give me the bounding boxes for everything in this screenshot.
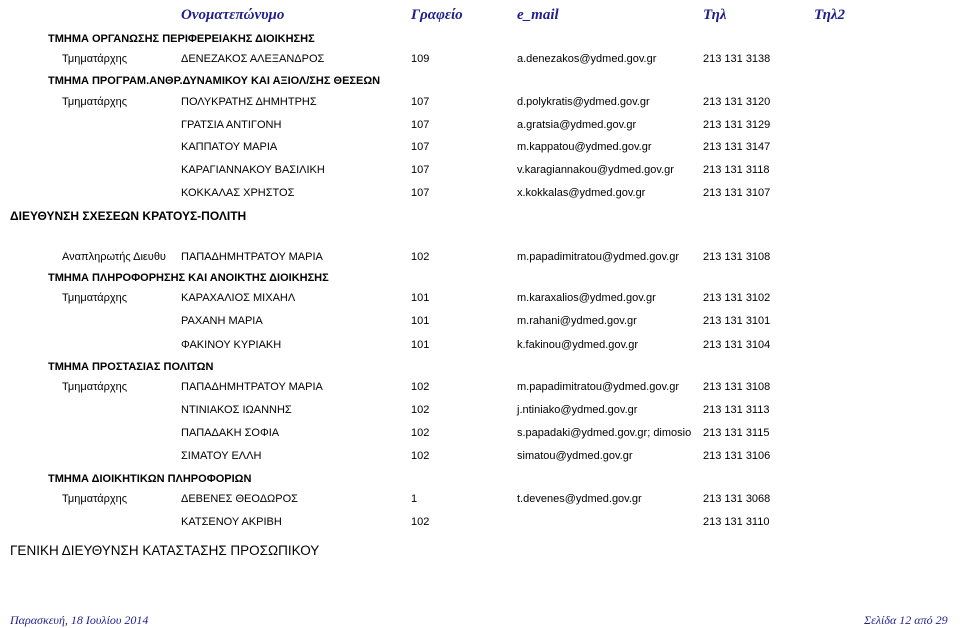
name-cell: ΚΑΠΠΑΤΟΥ ΜΑΡΙΑ <box>181 141 278 153</box>
office-cell: 102 <box>411 404 430 416</box>
name-cell: ΔΕΝΕΖΑΚΟΣ ΑΛΕΞΑΝΔΡΟΣ <box>181 53 325 65</box>
tel-cell: 213 131 3101 <box>703 315 771 327</box>
email-cell: m.karaxalios@ydmed.gov.gr <box>517 292 656 304</box>
email-cell: m.rahani@ydmed.gov.gr <box>517 315 637 327</box>
tel-cell: 213 131 3110 <box>703 516 770 528</box>
tel-cell: 213 131 3104 <box>703 339 771 351</box>
heading-text: ΓΕΝΙΚΗ ΔΙΕΥΘΥΝΣΗ ΚΑΤΑΣΤΑΣΗΣ ΠΡΟΣΩΠΙΚΟΥ <box>10 543 320 558</box>
email-cell: t.devenes@ydmed.gov.gr <box>517 493 642 505</box>
email-cell: m.papadimitratou@ydmed.gov.gr <box>517 251 679 263</box>
role-cell: Τμηματάρχης <box>62 381 128 393</box>
header-tel: Τηλ <box>703 7 727 23</box>
tel-cell: 213 131 3147 <box>703 141 771 153</box>
tel-cell: 213 131 3129 <box>703 119 771 131</box>
tel-cell: 213 131 3106 <box>703 450 771 462</box>
footer-date: Παρασκευή, 18 Ιουλίου 2014 <box>10 613 149 627</box>
email-cell: m.papadimitratou@ydmed.gov.gr <box>517 381 679 393</box>
role-cell: Αναπληρωτής Διευθυ <box>62 251 166 263</box>
name-cell: ΚΟΚΚΑΛΑΣ ΧΡΗΣΤΟΣ <box>181 187 295 199</box>
office-cell: 102 <box>411 381 430 393</box>
office-cell: 101 <box>411 315 430 327</box>
name-cell: ΔΕΒΕΝΕΣ ΘΕΟΔΩΡΟΣ <box>181 493 298 505</box>
tel-cell: 213 131 3108 <box>703 251 771 263</box>
heading-text: ΤΜΗΜΑ ΔΙΟΙΚΗΤΙΚΩΝ ΠΛΗΡΟΦΟΡΙΩΝ <box>48 473 252 485</box>
office-cell: 101 <box>411 292 430 304</box>
office-cell: 102 <box>411 251 430 263</box>
office-cell: 102 <box>411 516 430 528</box>
email-cell: x.kokkalas@ydmed.gov.gr <box>517 187 646 199</box>
column-header-row <box>0 7 960 27</box>
tel-cell: 213 131 3118 <box>703 164 770 176</box>
office-cell: 109 <box>411 53 430 65</box>
name-cell: ΠΑΠΑΔΗΜΗΤΡΑΤΟΥ ΜΑΡΙΑ <box>181 251 323 263</box>
office-cell: 101 <box>411 339 430 351</box>
name-cell: ΦΑΚΙΝΟΥ ΚΥΡΙΑΚΗ <box>181 339 282 351</box>
tel-cell: 213 131 3108 <box>703 381 771 393</box>
name-cell: ΣΙΜΑΤΟΥ ΕΛΛΗ <box>181 450 262 462</box>
email-cell: j.ntiniako@ydmed.gov.gr <box>517 404 638 416</box>
name-cell: ΠΑΠΑΔΑΚΗ ΣΟΦΙΑ <box>181 427 280 439</box>
tel-cell: 213 131 3107 <box>703 187 771 199</box>
office-cell: 102 <box>411 450 430 462</box>
name-cell: ΠΟΛΥΚΡΑΤΗΣ ΔΗΜΗΤΡΗΣ <box>181 96 317 108</box>
office-cell: 1 <box>411 493 418 505</box>
tel-cell: 213 131 3068 <box>703 493 771 505</box>
header-email: e_mail <box>517 7 559 23</box>
name-cell: ΚΑΡΑΓΙΑΝΝΑΚΟΥ ΒΑΣΙΛΙΚΗ <box>181 164 325 176</box>
tel-cell: 213 131 3102 <box>703 292 771 304</box>
name-cell: ΚΑΤΣΕΝΟΥ ΑΚΡΙΒΗ <box>181 516 282 528</box>
heading-text: ΤΜΗΜΑ ΠΡΟΓΡΑΜ.ΑΝΘΡ.ΔΥΝΑΜΙΚΟΥ ΚΑΙ ΑΞΙΟΛ/ΣΗΣ ΘΕΣΕΩΝ <box>48 75 381 87</box>
tel-cell: 213 131 3120 <box>703 96 771 108</box>
heading-text: ΔΙΕΥΘΥΝΣΗ ΣΧΕΣΕΩΝ ΚΡΑΤΟΥΣ-ΠΟΛΙΤΗ <box>10 209 247 223</box>
office-cell: 102 <box>411 427 430 439</box>
role-cell: Τμηματάρχης <box>62 292 128 304</box>
header-name: Ονοματεπώνυμο <box>181 7 285 23</box>
email-cell: m.kappatou@ydmed.gov.gr <box>517 141 652 153</box>
tel-cell: 213 131 3113 <box>703 404 770 416</box>
office-cell: 107 <box>411 141 430 153</box>
name-cell: ΝΤΙΝΙΑΚΟΣ ΙΩΑΝΝΗΣ <box>181 404 292 416</box>
header-tel2: Τηλ2 <box>814 7 845 23</box>
office-cell: 107 <box>411 96 430 108</box>
tel-cell: 213 131 3115 <box>703 427 770 439</box>
tel-cell: 213 131 3138 <box>703 53 771 65</box>
role-cell: Τμηματάρχης <box>62 493 128 505</box>
name-cell: ΠΑΠΑΔΗΜΗΤΡΑΤΟΥ ΜΑΡΙΑ <box>181 381 323 393</box>
email-cell: a.gratsia@ydmed.gov.gr <box>517 119 637 131</box>
office-cell: 107 <box>411 164 430 176</box>
role-cell: Τμηματάρχης <box>62 53 128 65</box>
email-cell: k.fakinou@ydmed.gov.gr <box>517 339 639 351</box>
office-cell: 107 <box>411 187 430 199</box>
role-cell: Τμηματάρχης <box>62 96 128 108</box>
name-cell: ΓΡΑΤΣΙΑ ΑΝΤΙΓΟΝΗ <box>181 119 282 131</box>
name-cell: ΚΑΡΑΧΑΛΙΟΣ ΜΙΧΑΗΛ <box>181 292 296 304</box>
name-cell: ΡΑΧΑΝΗ ΜΑΡΙΑ <box>181 315 263 327</box>
email-cell: simatou@ydmed.gov.gr <box>517 450 633 462</box>
email-cell: a.denezakos@ydmed.gov.gr <box>517 53 657 65</box>
office-cell: 107 <box>411 119 430 131</box>
heading-text: ΤΜΗΜΑ ΟΡΓΑΝΩΣΗΣ ΠΕΡΙΦΕΡΕΙΑΚΗΣ ΔΙΟΙΚΗΣΗΣ <box>48 33 315 45</box>
heading-text: ΤΜΗΜΑ ΠΛΗΡΟΦΟΡΗΣΗΣ ΚΑΙ ΑΝΟΙΚΤΗΣ ΔΙΟΙΚΗΣΗΣ <box>48 272 329 284</box>
heading-text: ΤΜΗΜΑ ΠΡΟΣΤΑΣΙΑΣ ΠΟΛΙΤΩΝ <box>48 361 214 373</box>
header-office: Γραφείο <box>411 7 463 23</box>
email-cell: d.polykratis@ydmed.gov.gr <box>517 96 650 108</box>
email-cell: s.papadaki@ydmed.gov.gr; dimosio <box>517 427 692 439</box>
footer-page-number: Σελίδα 12 από 29 <box>864 613 948 627</box>
email-cell: v.karagiannakou@ydmed.gov.gr <box>517 164 674 176</box>
